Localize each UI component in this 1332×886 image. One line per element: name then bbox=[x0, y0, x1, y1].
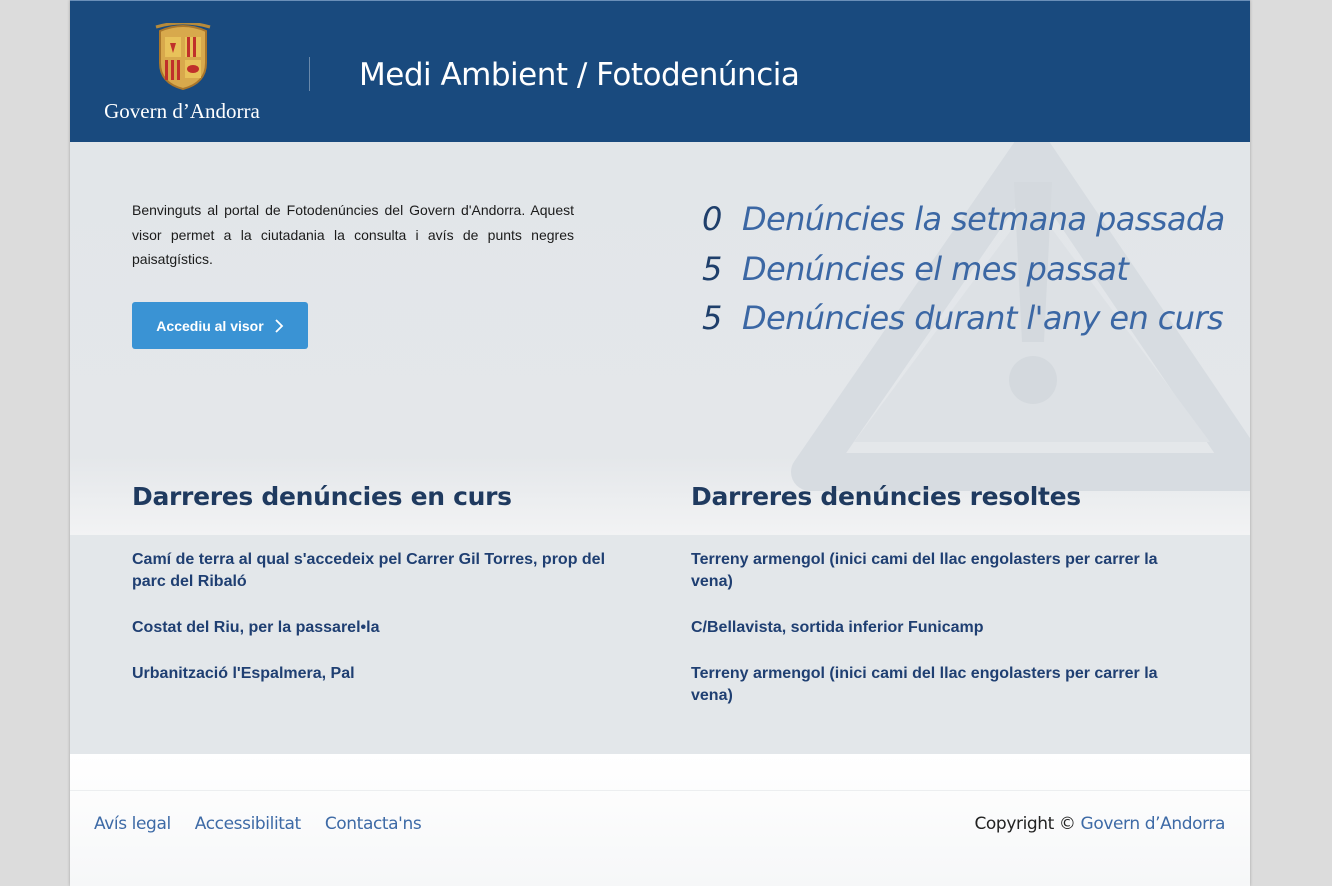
stat-last-month bbox=[702, 250, 1225, 300]
stat-count: 0 bbox=[702, 200, 722, 238]
coat-of-arms-icon bbox=[152, 23, 214, 91]
chevron-right-icon bbox=[274, 318, 284, 334]
footer-link-contact[interactable]: Contacta'ns bbox=[324, 814, 422, 834]
logo[interactable] bbox=[94, 23, 270, 123]
stat-current-year bbox=[702, 299, 1225, 349]
footer-links bbox=[94, 814, 421, 834]
list-item[interactable]: C/Bellavista, sortida inferior Funicamp bbox=[691, 619, 984, 636]
stat-last-week bbox=[702, 200, 1225, 250]
in-progress-title: Darreres denúncies en curs bbox=[132, 482, 512, 511]
list-item[interactable]: Costat del Riu, per la passarel•la bbox=[132, 619, 380, 636]
access-viewer-button[interactable] bbox=[132, 302, 308, 349]
stat-label: Denúncies la setmana passada bbox=[742, 200, 1225, 238]
header-divider bbox=[309, 57, 310, 91]
footer-divider bbox=[70, 790, 1250, 791]
stat-count: 5 bbox=[702, 249, 722, 288]
stats bbox=[702, 200, 1225, 349]
stat-label: Denúncies el mes passat bbox=[742, 249, 1129, 288]
copyright-link[interactable]: Govern d’Andorra bbox=[1080, 814, 1225, 834]
hero bbox=[70, 142, 1250, 535]
access-viewer-label: Accediu al visor bbox=[156, 317, 264, 334]
list-item[interactable]: Urbanització l'Espalmera, Pal bbox=[132, 665, 355, 682]
list-item[interactable]: Terreny armengol (inici cami del llac engolasters per carrer la vena) bbox=[691, 665, 1158, 704]
stat-count: 5 bbox=[702, 299, 722, 337]
page-title: Medi Ambient / Fotodenúncia bbox=[359, 57, 800, 93]
stat-label: Denúncies durant l'any en curs bbox=[742, 299, 1224, 337]
intro-text: Benvinguts al portal de Fotodenúncies del Govern d'Andorra. Aquest visor permet a la ciutadania la consulta i avís de punts negres paisatgístics. bbox=[132, 202, 574, 267]
copyright bbox=[974, 814, 1225, 834]
page bbox=[70, 0, 1250, 886]
list-item[interactable]: Terreny armengol (inici cami del llac engolasters per carrer la vena) bbox=[691, 551, 1158, 590]
resolved-title: Darreres denúncies resoltes bbox=[691, 482, 1081, 511]
resolved-list bbox=[691, 549, 1196, 731]
footer-link-accessibility[interactable]: Accessibilitat bbox=[194, 814, 301, 834]
footer bbox=[70, 754, 1250, 886]
list-item[interactable]: Camí de terra al qual s'accedeix pel Carrer Gil Torres, prop del parc del Ribaló bbox=[132, 551, 606, 590]
logo-text: Govern d’Andorra bbox=[104, 99, 260, 123]
in-progress-list bbox=[132, 549, 637, 709]
footer-link-legal[interactable]: Avís legal bbox=[94, 814, 171, 834]
copyright-prefix: Copyright © bbox=[974, 814, 1076, 834]
header bbox=[70, 0, 1250, 142]
reports-lists bbox=[70, 535, 1250, 754]
